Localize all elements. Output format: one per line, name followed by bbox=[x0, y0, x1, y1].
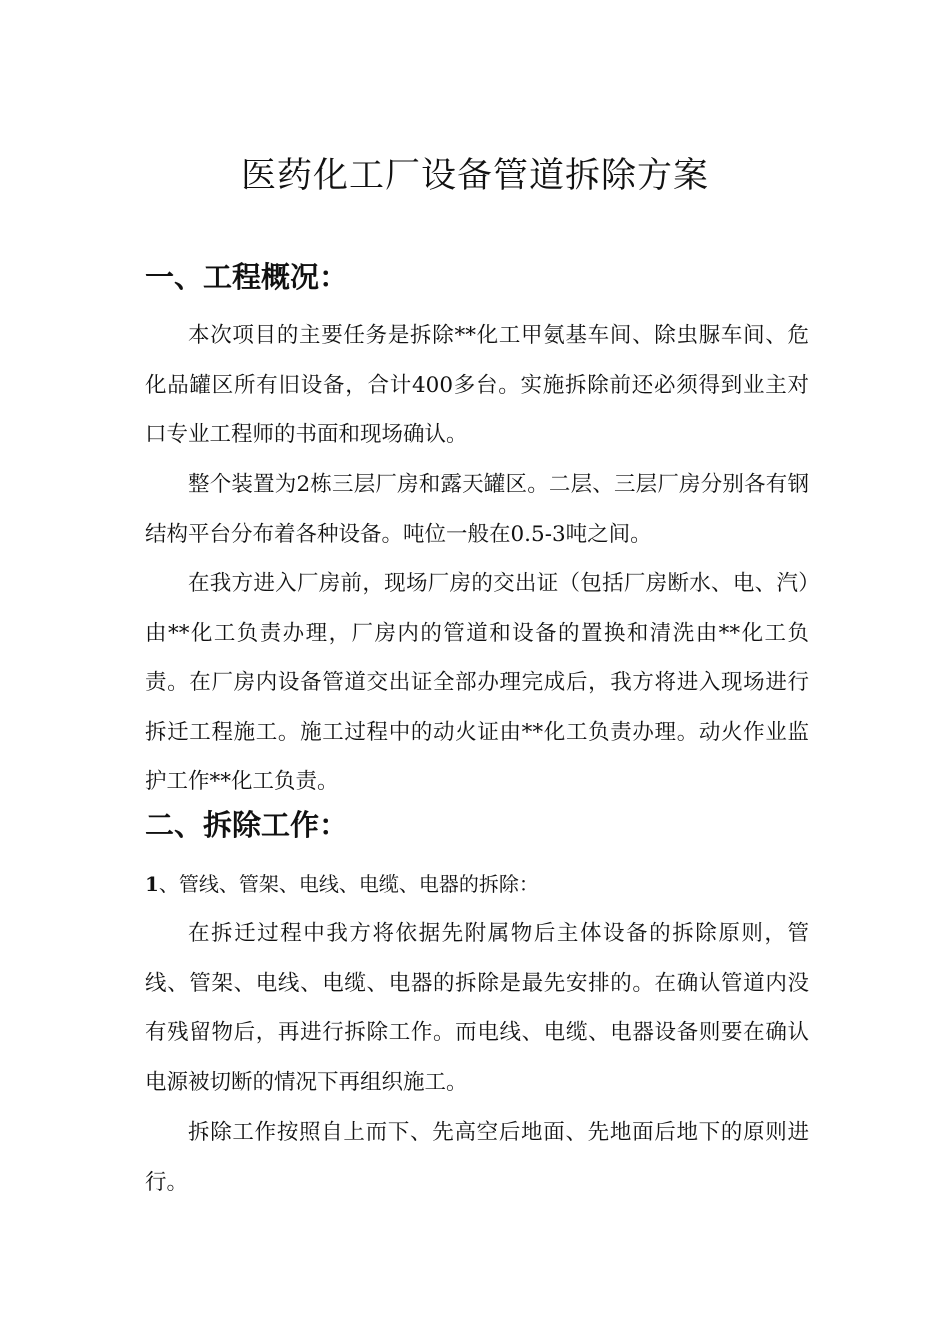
paragraph-project-scope: 本次项目的主要任务是拆除**化工甲氨基车间、除虫脲车间、危化品罐区所有旧设备，合计400多台。实施拆除前还必须得到业主对口专业工程师的书面和现场确认。 bbox=[145, 323, 809, 447]
section-heading-overview: 一、工程概况： bbox=[145, 260, 349, 294]
paragraph-handover-responsibilities: 在我方进入厂房前，现场厂房的交出证（包括厂房断水、电、汽）由**化工负责办理，厂房内的管道和设备的置换和清洗由**化工负责。在厂房内设备管道交出证全部办理完成后，我方将进入现场进行拆迁工程施工。施工过程中的动火证由**化工负责办理。动火作业监护工作**化工负责。 bbox=[145, 571, 809, 794]
paragraph-facility-layout: 整个装置为2栋三层厂房和露天罐区。二层、三层厂房分别各有钢结构平台分布着各种设备。吨位一般在0.5-3吨之间。 bbox=[145, 472, 809, 547]
paragraph-demolition-principle: 在拆迁过程中我方将依据先附属物后主体设备的拆除原则，管线、管架、电线、电缆、电器的拆除是最先安排的。在确认管道内没有残留物后，再进行拆除工作。而电线、电缆、电器设备则要在确认电源被切断的情况下再组织施工。 bbox=[145, 921, 809, 1095]
paragraph-demolition-order: 拆除工作按照自上而下、先高空后地面、先地面后地下的原则进行。 bbox=[145, 1120, 809, 1195]
subheading-text: 、管线、管架、电线、电缆、电器的拆除： bbox=[158, 872, 539, 896]
subheading-pipeline-demolition bbox=[145, 864, 539, 904]
document-title: 医药化工厂设备管道拆除方案 bbox=[240, 156, 709, 196]
subheading-number: 1 bbox=[145, 872, 159, 896]
section-heading-demolition: 二、拆除工作： bbox=[145, 808, 349, 842]
